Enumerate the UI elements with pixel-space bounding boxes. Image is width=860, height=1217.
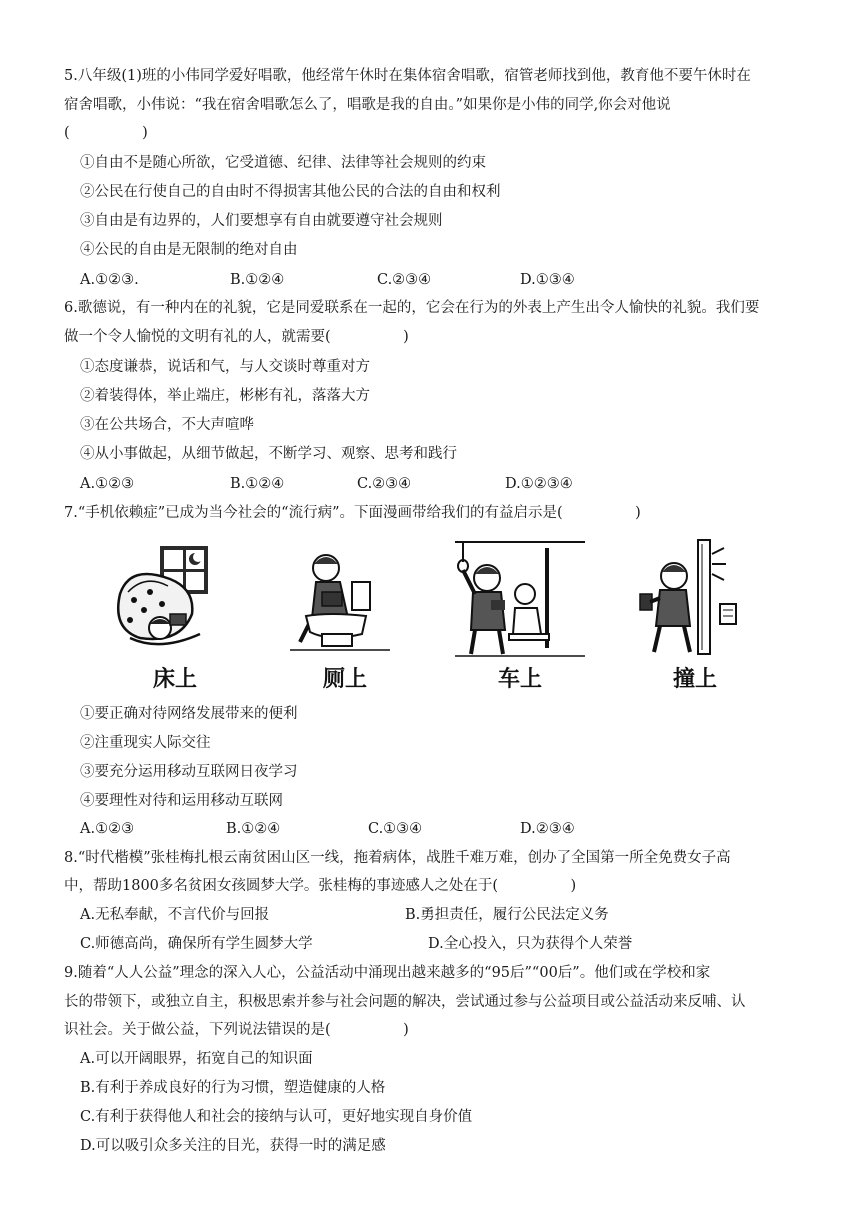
- q9-choice-d: D.可以吸引众多关注的目光，获得一时的满足感: [80, 1138, 386, 1154]
- q9-choice-b: B.有利于养成良好的行为习惯，塑造健康的人格: [80, 1080, 386, 1096]
- q6-option-2: ②着装得体，举止端庄，彬彬有礼，落落大方: [80, 388, 370, 404]
- q8-choices-row-1: [80, 905, 800, 925]
- comic-caption-bump: 撞上: [672, 667, 717, 692]
- q5-answer-blank: ( ): [64, 125, 148, 141]
- q5-option-3: ③自由是有边界的，人们要想享有自由就要遵守社会规则: [80, 213, 443, 229]
- q6-stem-line-2: 做一个令人愉悦的文明有礼的人，就需要( ): [64, 329, 409, 345]
- q7-option-2: ②注重现实人际交往: [80, 735, 211, 751]
- q9-choice-c: C.有利于获得他人和社会的接纳与认可，更好地实现自身价值: [80, 1109, 473, 1125]
- q7-choice-d: D.②③④: [520, 821, 575, 837]
- q9-stem-line-3: 识社会。关于做公益，下列说法错误的是( ): [64, 1022, 409, 1038]
- q6-choice-b: B.①②④: [230, 476, 285, 492]
- q6-stem-line-1: 6.歌德说，有一种内在的礼貌，它是同爱联系在一起的，它会在行为的外表上产生出令人愉快的礼貌。我们要: [64, 300, 760, 316]
- q9-stem-line-2: 长的带领下，或独立自主，积极思索并参与社会问题的解决，尝试通过参与公益项目或公益活动来反哺、认: [64, 994, 746, 1010]
- q5-option-1: ①自由不是随心所欲，它受道德、纪律、法律等社会规则的约束: [80, 155, 486, 171]
- q7-choices: [80, 819, 800, 839]
- q5-choice-c: C.②③④: [377, 272, 432, 288]
- q7-choice-a: A.①②③: [80, 821, 135, 837]
- q5-option-4: ④公民的自由是无限制的绝对自由: [80, 242, 298, 258]
- bed-scene-illustration: [100, 534, 250, 666]
- q7-option-4: ④要理性对待和运用移动互联网: [80, 793, 283, 809]
- q6-option-3: ③在公共场合，不大声喧哗: [80, 417, 254, 433]
- q7-choice-b: B.①②④: [226, 821, 281, 837]
- comic-caption-bed: 床上: [152, 667, 197, 692]
- q7-choice-c: C.①③④: [368, 821, 423, 837]
- q8-stem-line-2: 中，帮助1800多名贫困女孩圆梦大学。张桂梅的事迹感人之处在于( ): [64, 878, 577, 894]
- bus-scene-illustration: [445, 534, 595, 666]
- q5-stem-line-1: 5.八年级(1)班的小伟同学爱好唱歌，他经常午休时在集体宿舍唱歌，宿管老师找到他，教育他不要午休时在: [64, 68, 751, 84]
- q6-choice-d: D.①②③④: [505, 476, 573, 492]
- bump-scene-illustration: [620, 534, 770, 666]
- q5-option-2: ②公民在行使自己的自由时不得损害其他公民的合法的自由和权利: [80, 184, 501, 200]
- q5-choice-a: A.①②③.: [80, 272, 139, 288]
- q8-choice-a: A.无私奉献，不言代价与回报: [80, 907, 270, 923]
- toilet-scene-illustration: [270, 534, 420, 666]
- phone-addiction-comic: [100, 534, 760, 700]
- q7-option-1: ①要正确对待网络发展带来的便利: [80, 706, 298, 722]
- q6-choice-a: A.①②③: [80, 476, 135, 492]
- comic-panel-bump: [620, 534, 770, 700]
- q8-choice-b: B.勇担责任，履行公民法定义务: [405, 907, 609, 923]
- q8-choice-d: D.全心投入，只为获得个人荣誉: [428, 936, 633, 952]
- comic-panel-toilet: [270, 534, 420, 700]
- q5-choice-b: B.①②④: [230, 272, 285, 288]
- comic-panel-bed: [100, 534, 250, 700]
- q6-choice-c: C.②③④: [357, 476, 412, 492]
- q5-stem-line-2: 宿舍唱歌，小伟说：“我在宿舍唱歌怎么了，唱歌是我的自由。”如果你是小伟的同学,你会对他说: [64, 97, 671, 113]
- q6-choices: [80, 474, 800, 494]
- comic-caption-bus: 车上: [497, 667, 542, 692]
- q8-stem-line-1: 8.“时代楷模”张桂梅扎根云南贫困山区一线，拖着病体，战胜千难万难，创办了全国第一所全免费女子高: [64, 850, 731, 866]
- q7-stem-line-1: 7.“手机依赖症”已成为当今社会的“流行病”。下面漫画带给我们的有益启示是( ): [64, 505, 641, 521]
- q9-choice-a: A.可以开阔眼界，拓宽自己的知识面: [80, 1051, 313, 1067]
- q8-choice-c: C.师德高尚，确保所有学生圆梦大学: [80, 936, 313, 952]
- q5-choices: [80, 270, 800, 290]
- q6-option-1: ①态度谦恭，说话和气，与人交谈时尊重对方: [80, 359, 370, 375]
- comic-panel-bus: [445, 534, 595, 700]
- q7-option-3: ③要充分运用移动互联网日夜学习: [80, 764, 298, 780]
- q5-choice-d: D.①③④: [520, 272, 575, 288]
- q6-option-4: ④从小事做起，从细节做起，不断学习、观察、思考和践行: [80, 446, 457, 462]
- q8-choices-row-2: [80, 934, 800, 954]
- comic-caption-toilet: 厕上: [322, 667, 367, 692]
- q9-stem-line-1: 9.随着“人人公益”理念的深入人心，公益活动中涌现出越来越多的“95后”“00后”。他们或在学校和家: [64, 965, 711, 981]
